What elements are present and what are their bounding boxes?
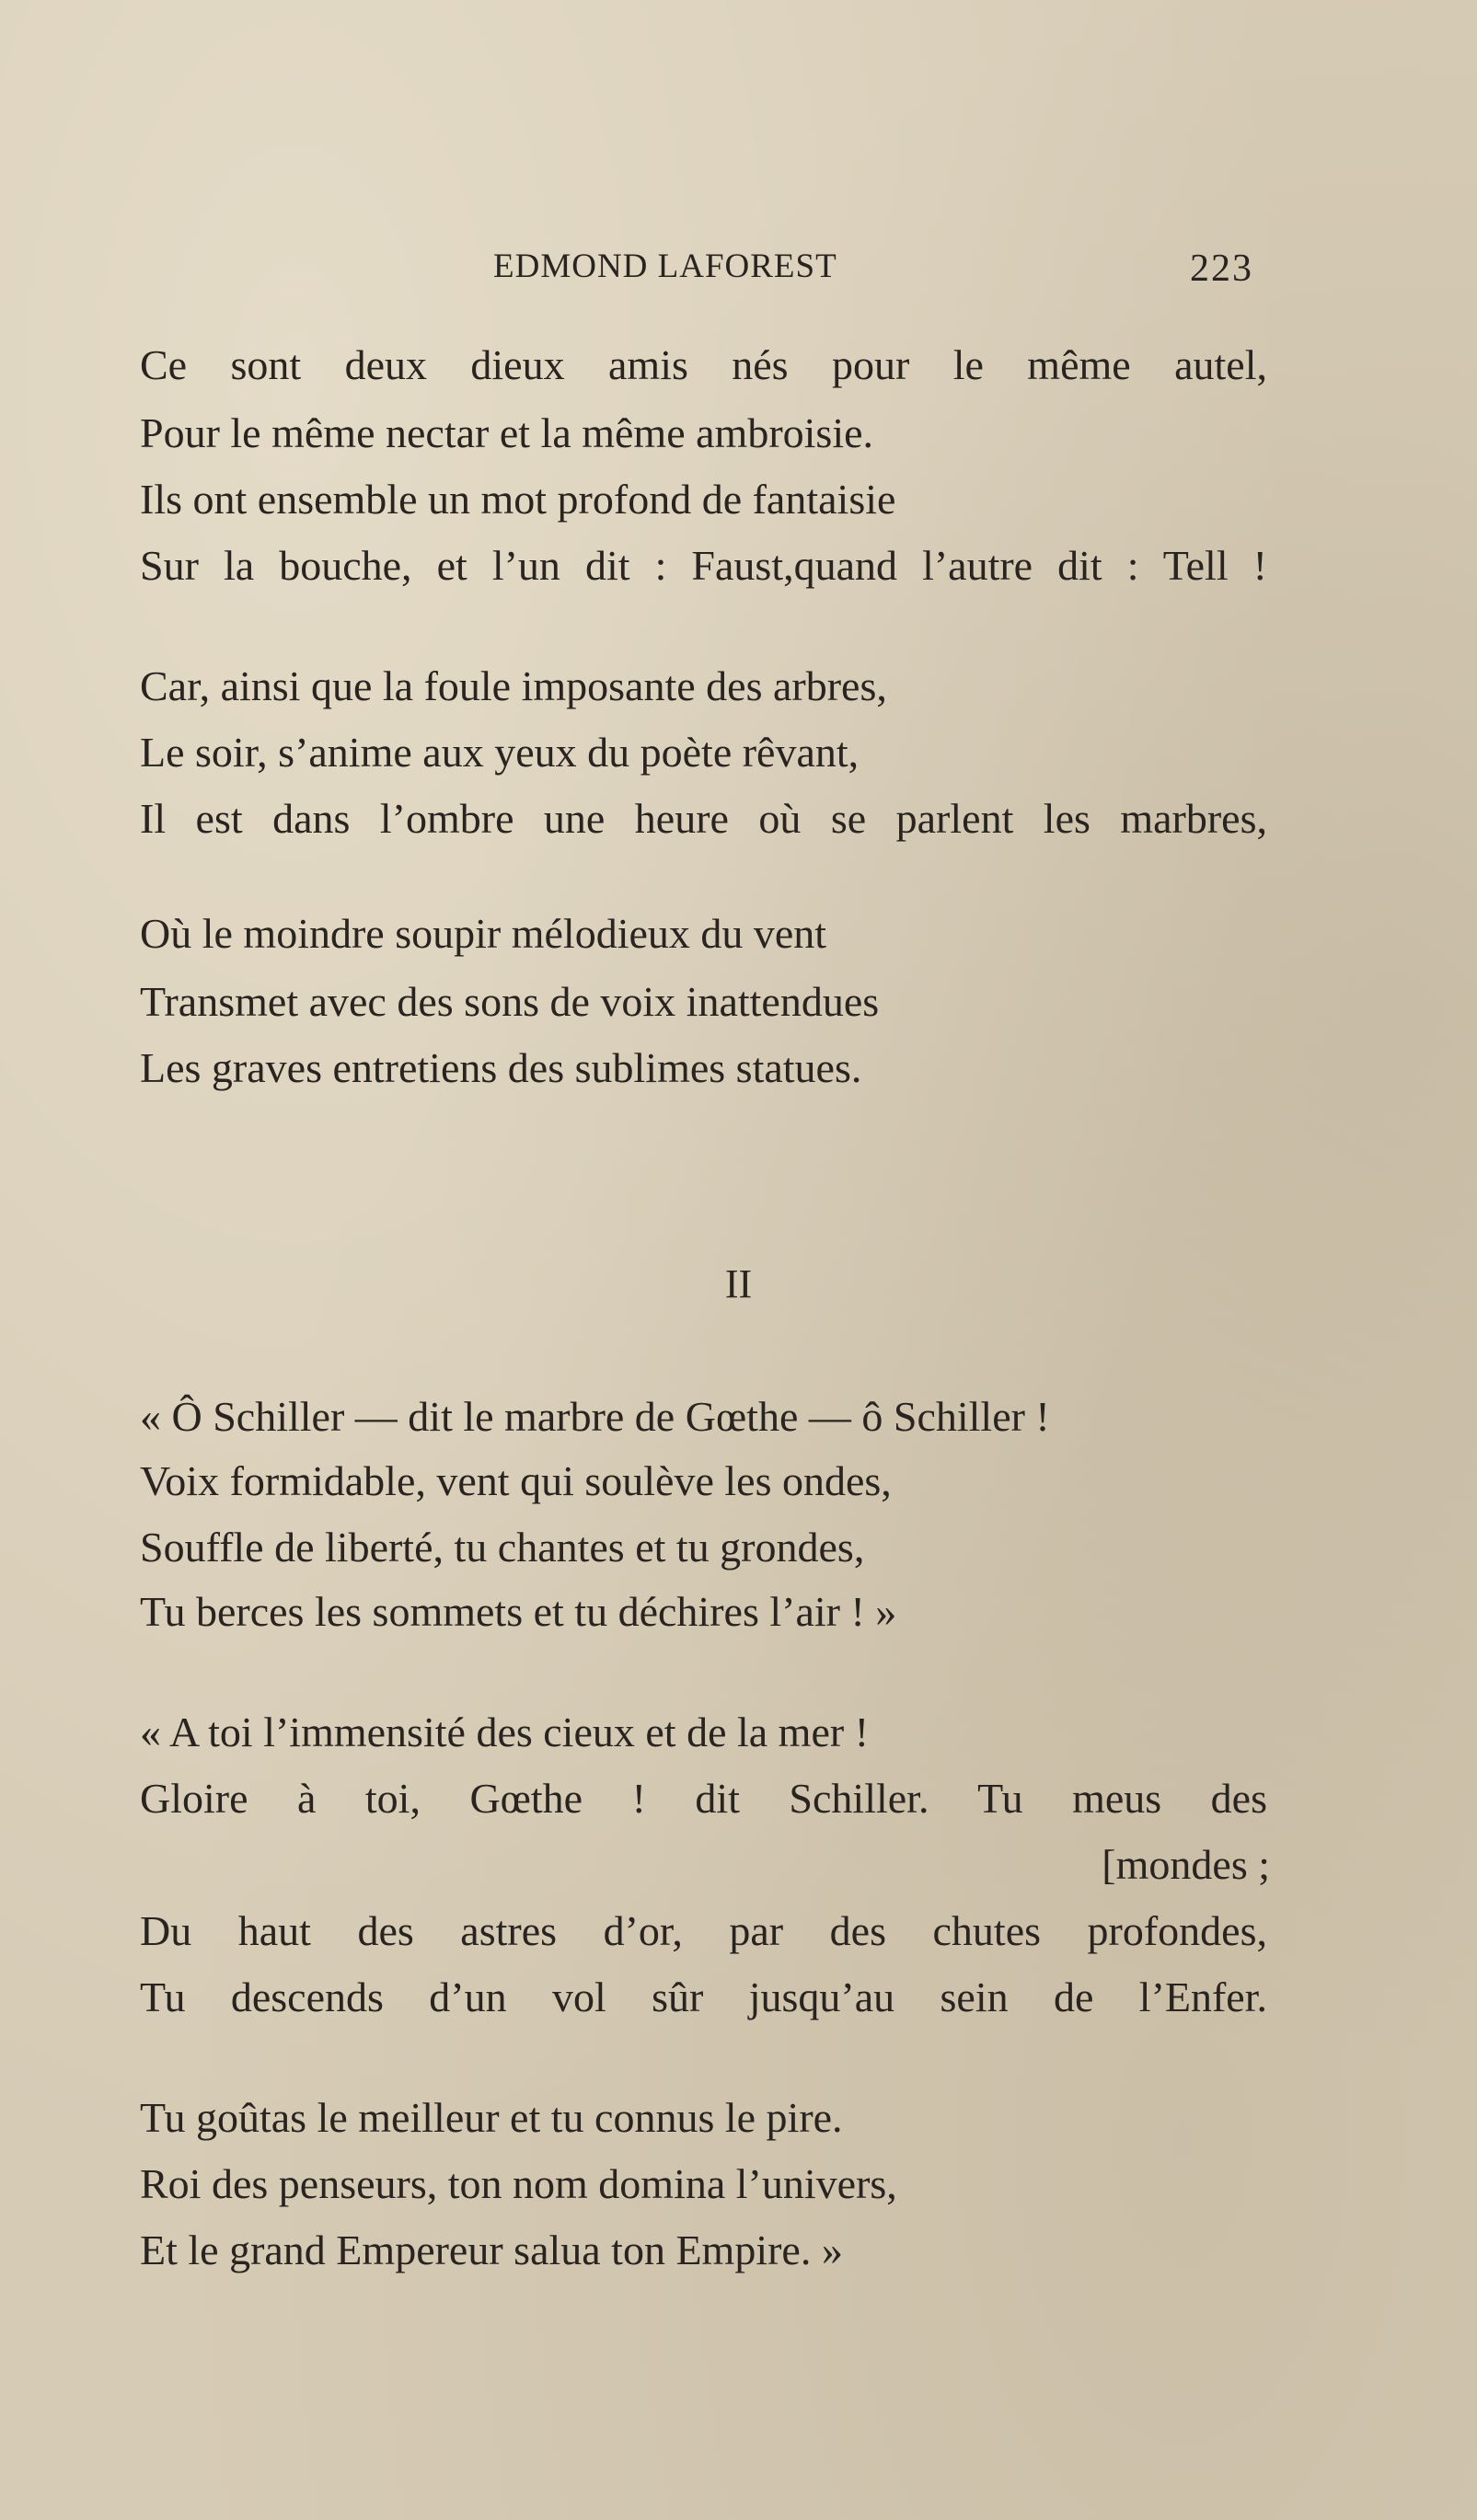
verse-line: Car, ainsi que la foule imposante des arbres,: [140, 662, 887, 709]
verse-line: Les graves entretiens des sublimes statues.: [140, 1044, 862, 1091]
verse-line: Transmet avec des sons de voix inattendues: [140, 978, 880, 1025]
verse-line: Tu berces les sommets et tu déchires l’air ! »: [140, 1588, 897, 1635]
verse-line: Gloire à toi, Gœthe ! dit Schiller. Tu meus des: [140, 1775, 1267, 1822]
verse-line: « A toi l’immensité des cieux et de la mer !: [140, 1709, 870, 1755]
verse-line: Sur la bouche, et l’un dit : Faust,quand l’autre dit : Tell !: [140, 542, 1267, 589]
verse-line: Et le grand Empereur salua ton Empire. »: [140, 2227, 843, 2273]
verse-line: Où le moindre soupir mélodieux du vent: [140, 910, 827, 957]
verse-line: Le soir, s’anime aux yeux du poète rêvant,: [140, 729, 860, 776]
verse-line: Pour le même nectar et la même ambroisie.: [140, 409, 874, 456]
verse-line: Il est dans l’ombre une heure où se parlent les marbres,: [140, 795, 1267, 842]
verse-line: Tu descends d’un vol sûr jusqu’au sein de l’Enfer.: [140, 1973, 1267, 2020]
verse-line: Souffle de liberté, tu chantes et tu grondes,: [140, 1524, 865, 1571]
section-heading: II: [724, 1261, 753, 1306]
verse-line: Ce sont deux dieux amis nés pour le même autel,: [140, 341, 1267, 388]
verse-line: Voix formidable, vent qui soulève les ondes,: [140, 1457, 892, 1504]
page-number: 223: [1190, 247, 1253, 290]
verse-line: Tu goûtas le meilleur et tu connus le pire.: [140, 2094, 843, 2141]
running-head: [0, 247, 1477, 293]
verse-line-continuation: [mondes ;: [1102, 1841, 1270, 1888]
running-head-author: EDMOND LAFOREST: [493, 247, 837, 285]
verse-line: Roi des penseurs, ton nom domina l’univers,: [140, 2160, 897, 2207]
verse-line: « Ô Schiller — dit le marbre de Gœthe — ô Schiller !: [140, 1393, 1050, 1440]
verse-line: Ils ont ensemble un mot profond de fantaisie: [140, 476, 896, 523]
verse-line: Du haut des astres d’or, par des chutes profondes,: [140, 1907, 1267, 1954]
